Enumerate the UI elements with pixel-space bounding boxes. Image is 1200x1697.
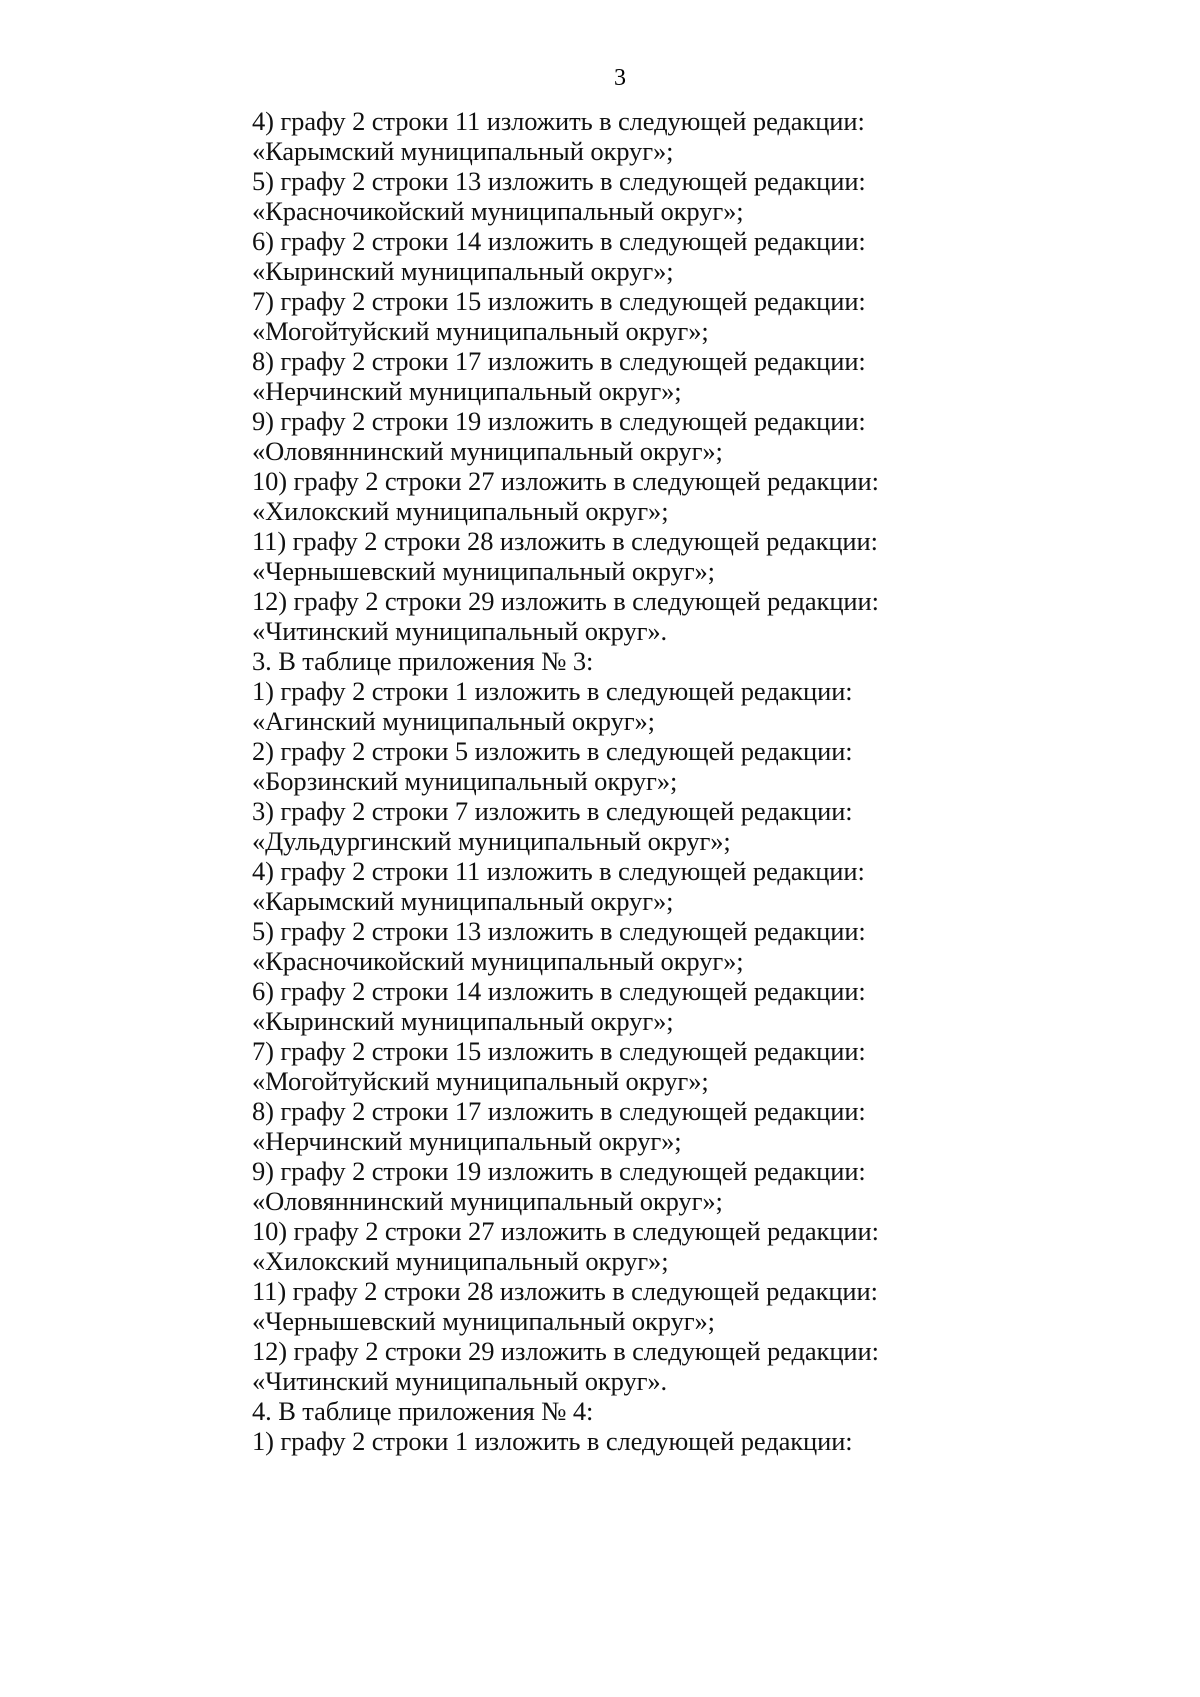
page-number: 3 (614, 65, 626, 91)
text-line: 4) графу 2 строки 11 изложить в следующей редакции: (252, 106, 865, 136)
text-line: «Чернышевский муниципальный округ»; (252, 1306, 715, 1336)
text-line: «Могойтуйский муниципальный округ»; (252, 316, 709, 346)
text-line: «Карымский муниципальный округ»; (252, 886, 674, 916)
text-line: 1) графу 2 строки 1 изложить в следующей редакции: (252, 676, 853, 706)
text-line: «Дульдургинский муниципальный округ»; (252, 826, 731, 856)
text-line: 12) графу 2 строки 29 изложить в следующей редакции: (252, 586, 879, 616)
text-line: «Агинский муниципальный округ»; (252, 706, 655, 736)
text-line: «Могойтуйский муниципальный округ»; (252, 1066, 709, 1096)
text-line: «Борзинский муниципальный округ»; (252, 766, 678, 796)
text-line: «Хилокский муниципальный округ»; (252, 1246, 669, 1276)
text-line: «Оловяннинский муниципальный округ»; (252, 436, 723, 466)
text-line: 12) графу 2 строки 29 изложить в следующей редакции: (252, 1336, 879, 1366)
document-body (252, 106, 952, 1456)
text-line: 10) графу 2 строки 27 изложить в следующей редакции: (252, 1216, 879, 1246)
text-line: «Нерчинский муниципальный округ»; (252, 1126, 682, 1156)
text-line: 3. В таблице приложения № 3: (252, 646, 594, 676)
text-line: 7) графу 2 строки 15 изложить в следующей редакции: (252, 286, 866, 316)
text-line: «Кыринский муниципальный округ»; (252, 256, 674, 286)
text-line: 4. В таблице приложения № 4: (252, 1396, 594, 1426)
text-line: 8) графу 2 строки 17 изложить в следующей редакции: (252, 346, 866, 376)
text-line: «Чернышевский муниципальный округ»; (252, 556, 715, 586)
text-line: 2) графу 2 строки 5 изложить в следующей редакции: (252, 736, 853, 766)
text-line: «Нерчинский муниципальный округ»; (252, 376, 682, 406)
text-line: 11) графу 2 строки 28 изложить в следующей редакции: (252, 1276, 878, 1306)
text-line: «Кыринский муниципальный округ»; (252, 1006, 674, 1036)
text-line: «Читинский муниципальный округ». (252, 616, 668, 646)
text-line: 6) графу 2 строки 14 изложить в следующей редакции: (252, 976, 866, 1006)
text-line: 4) графу 2 строки 11 изложить в следующей редакции: (252, 856, 865, 886)
text-line: 9) графу 2 строки 19 изложить в следующей редакции: (252, 1156, 866, 1186)
text-line: «Красночикойский муниципальный округ»; (252, 946, 744, 976)
text-line: 10) графу 2 строки 27 изложить в следующей редакции: (252, 466, 879, 496)
text-line: «Хилокский муниципальный округ»; (252, 496, 669, 526)
text-line: «Оловяннинский муниципальный округ»; (252, 1186, 723, 1216)
text-line: 7) графу 2 строки 15 изложить в следующей редакции: (252, 1036, 866, 1066)
text-line: «Красночикойский муниципальный округ»; (252, 196, 744, 226)
text-line: 8) графу 2 строки 17 изложить в следующей редакции: (252, 1096, 866, 1126)
text-line: 6) графу 2 строки 14 изложить в следующей редакции: (252, 226, 866, 256)
text-line: 11) графу 2 строки 28 изложить в следующей редакции: (252, 526, 878, 556)
text-line: «Читинский муниципальный округ». (252, 1366, 668, 1396)
text-line: «Карымский муниципальный округ»; (252, 136, 674, 166)
text-line: 5) графу 2 строки 13 изложить в следующей редакции: (252, 916, 866, 946)
text-line: 3) графу 2 строки 7 изложить в следующей редакции: (252, 796, 853, 826)
text-line: 1) графу 2 строки 1 изложить в следующей редакции: (252, 1426, 853, 1456)
text-line: 5) графу 2 строки 13 изложить в следующей редакции: (252, 166, 866, 196)
text-line: 9) графу 2 строки 19 изложить в следующей редакции: (252, 406, 866, 436)
